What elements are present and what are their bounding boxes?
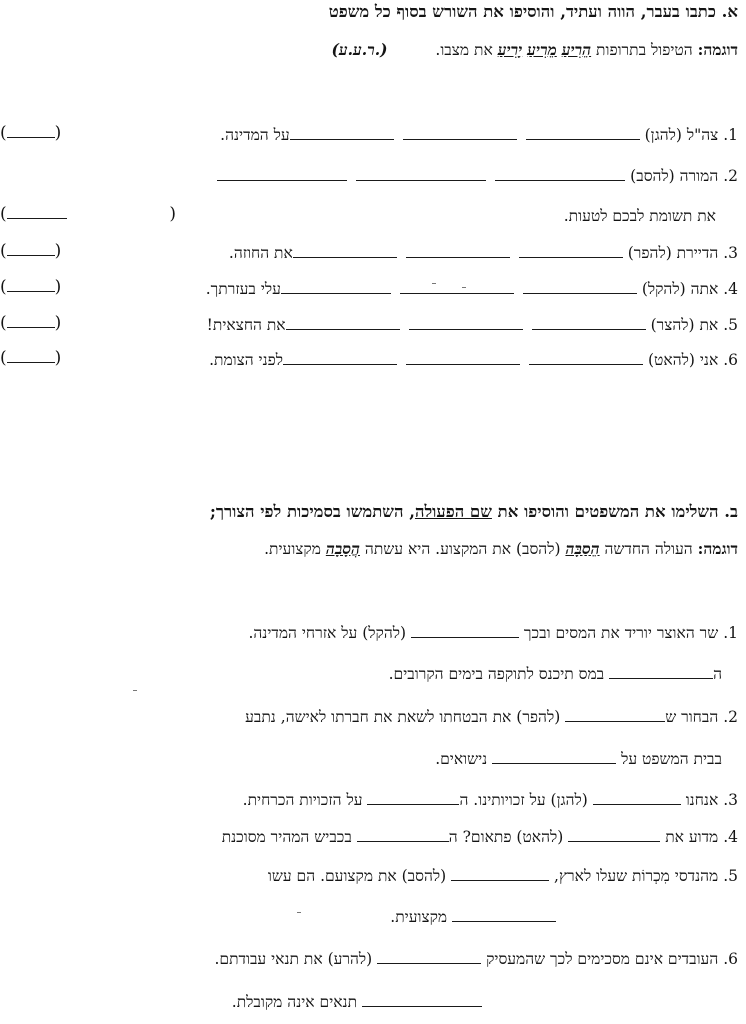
item-text: אנחנו	[685, 791, 719, 809]
scan-speck	[432, 283, 436, 284]
item-text: (להפר) את הבטחתו לשאת את חברתו לאישה, נתבע	[245, 708, 561, 726]
answer-blank-past[interactable]	[532, 315, 646, 330]
example-noun-form: הֲסָבָה	[325, 539, 360, 558]
section-a-example	[0, 38, 738, 62]
item-text: בכביש המהיר מסוכנת	[221, 828, 352, 846]
item-subject: את (להצר)	[650, 316, 719, 334]
section-b-item-2-cont	[0, 747, 722, 771]
section-b-item-1	[0, 621, 738, 645]
item-text: מהנדסי מִכְרוֹת שעלו לארץ,	[554, 867, 719, 885]
answer-blank-past[interactable]	[519, 243, 623, 258]
answer-blank-present[interactable]	[403, 125, 517, 140]
item-text: (להרע) את תנאי עבודתם.	[214, 950, 373, 968]
section-b-title-part: ב. השלימו את המשפטים והוסיפו את	[497, 502, 738, 521]
scan-speck	[297, 912, 301, 913]
item-subject: הדיירת (להפר)	[627, 244, 719, 262]
example-label: דוגמה:	[697, 40, 738, 59]
item-text: בבית המשפט על	[621, 750, 722, 768]
root-answer-blank[interactable]: ( )	[0, 313, 62, 333]
answer-blank-noun[interactable]	[362, 992, 482, 1007]
section-b-item-6	[0, 947, 738, 971]
answer-blank-noun[interactable]	[357, 827, 449, 842]
item-number: 4.	[723, 828, 738, 846]
item-number: 2.	[723, 708, 738, 726]
scan-speck	[462, 287, 466, 288]
example-past-form: הֵרִיעַ	[561, 40, 592, 59]
item-text: תנאים אינה מקובלת.	[231, 993, 358, 1011]
item-number: 3.	[723, 244, 738, 262]
answer-blank-past[interactable]	[529, 350, 643, 365]
item-number: 2.	[723, 167, 738, 185]
item-subject: המורה (להסב)	[630, 167, 719, 185]
item-ending: עלי בעזרתך.	[205, 280, 281, 298]
section-a-item-5	[0, 313, 738, 337]
section-b-item-3	[0, 788, 738, 812]
section-a-item-4	[0, 277, 738, 301]
section-a-item-6	[0, 348, 738, 372]
answer-blank-noun[interactable]	[609, 664, 713, 679]
answer-blank-future[interactable]	[286, 315, 400, 330]
item-text: (להקל) על אזרחי המדינה.	[248, 624, 407, 642]
section-b-item-4	[0, 825, 738, 849]
item-text: העובדים אינם מסכימים לכך שהמעסיק	[486, 950, 719, 968]
item-text: נישואים.	[435, 750, 488, 768]
example-verb-form: הֵסַבָּה	[565, 539, 600, 558]
section-b-title-underlined: שם הפעולה	[414, 502, 492, 521]
item-ending: לפני הצומת.	[209, 351, 284, 369]
item-number: 5.	[723, 316, 738, 334]
item-number: 1.	[723, 624, 738, 642]
answer-blank-future[interactable]	[281, 279, 391, 294]
answer-blank-verb[interactable]	[377, 949, 481, 964]
item-number: 1.	[723, 126, 738, 144]
section-b-item-2	[0, 705, 738, 729]
scan-speck	[133, 690, 137, 691]
item-ending: את החצאית!	[206, 316, 286, 334]
item-number: 5.	[723, 867, 738, 885]
answer-blank-verb[interactable]	[451, 866, 549, 881]
example-present-form: מֵרִיעַ	[527, 40, 557, 59]
root-answer-blank[interactable]: ( )	[0, 348, 62, 368]
answer-blank-verb[interactable]	[593, 790, 681, 805]
section-b-title	[0, 500, 738, 524]
item-number: 6.	[723, 950, 738, 968]
section-a-item-3	[0, 241, 738, 265]
root-answer-blank[interactable]: ( )	[0, 241, 62, 261]
section-b-item-5	[0, 864, 738, 888]
item-text: (להאט) פתאום? ה	[448, 828, 564, 846]
item-text: במס תיכנס לתוקפה בימים הקרובים.	[388, 665, 605, 683]
example-text: העולה החדשה	[604, 540, 693, 558]
example-root: (ר.ע.ע.)	[331, 40, 388, 59]
example-text: מקצועית.	[264, 540, 321, 558]
example-label: דוגמה:	[697, 539, 738, 558]
answer-blank-verb[interactable]	[565, 707, 665, 722]
item-text: הבחור ש	[665, 708, 719, 726]
item-number: 3.	[723, 791, 738, 809]
answer-blank-present[interactable]	[400, 279, 514, 294]
answer-blank-present[interactable]	[406, 243, 510, 258]
item-number: 6.	[723, 351, 738, 369]
section-b-item-1-cont	[0, 662, 722, 686]
item-text: (להסב) את מקצועם. הם עשו	[267, 867, 447, 885]
root-answer-blank[interactable]: ( )	[0, 204, 176, 224]
answer-blank-past[interactable]	[495, 166, 625, 181]
item-subject: אני (להאט)	[647, 351, 719, 369]
section-a-item-2	[0, 164, 738, 188]
section-b-item-6-cont	[0, 990, 482, 1014]
item-ending: את תשומת לבכם לטעות.	[563, 207, 716, 225]
answer-blank-noun[interactable]	[367, 790, 459, 805]
answer-blank-future[interactable]	[293, 243, 397, 258]
item-text: מדוע את	[665, 828, 719, 846]
root-answer-blank[interactable]: ( )	[0, 277, 62, 297]
answer-blank-past[interactable]	[526, 125, 640, 140]
item-ending: את החוזה.	[228, 244, 293, 262]
answer-blank-future[interactable]	[290, 125, 394, 140]
example-future-form: יָרִיעַ	[497, 40, 523, 59]
answer-blank-present[interactable]	[406, 350, 520, 365]
section-b-item-5-cont	[0, 905, 556, 929]
answer-blank-verb[interactable]	[411, 623, 519, 638]
item-text: מקצועית.	[390, 908, 448, 926]
item-text: ה	[713, 665, 722, 683]
answer-blank-present[interactable]	[409, 315, 523, 330]
root-answer-blank[interactable]: ( )	[0, 123, 62, 143]
section-b-title-part: , השתמשו בסמיכות לפי הצורך;	[209, 502, 415, 521]
example-text: (להסב) את המקצוע. היא עשתה	[364, 540, 561, 558]
section-a-title: א. כתבו בעבר, הווה ועתיד, והוסיפו את השורש בסוף כל משפט	[328, 2, 738, 21]
item-subject: צה"ל (להגן)	[644, 126, 719, 144]
answer-blank-past[interactable]	[523, 279, 637, 294]
example-text: הטיפול בתרופות	[596, 41, 693, 59]
section-a-item-1	[0, 123, 738, 147]
answer-blank-verb[interactable]	[568, 827, 660, 842]
answer-blank-future[interactable]	[217, 166, 347, 181]
item-subject: אתה (להקל)	[641, 280, 719, 298]
item-text: (להגן) על זכויותינו. ה	[459, 791, 588, 809]
item-number: 4.	[723, 280, 738, 298]
item-text: שר האוצר יוריד את המסים ובכך	[523, 624, 719, 642]
section-b-example	[0, 537, 738, 561]
answer-blank-present[interactable]	[356, 166, 486, 181]
example-text-end: את מצבו.	[435, 41, 493, 59]
item-text: על הזכויות הכרחית.	[242, 791, 363, 809]
answer-blank-noun[interactable]	[492, 749, 616, 764]
answer-blank-noun[interactable]	[452, 907, 556, 922]
answer-blank-future[interactable]	[283, 350, 397, 365]
item-ending: על המדינה.	[220, 126, 290, 144]
